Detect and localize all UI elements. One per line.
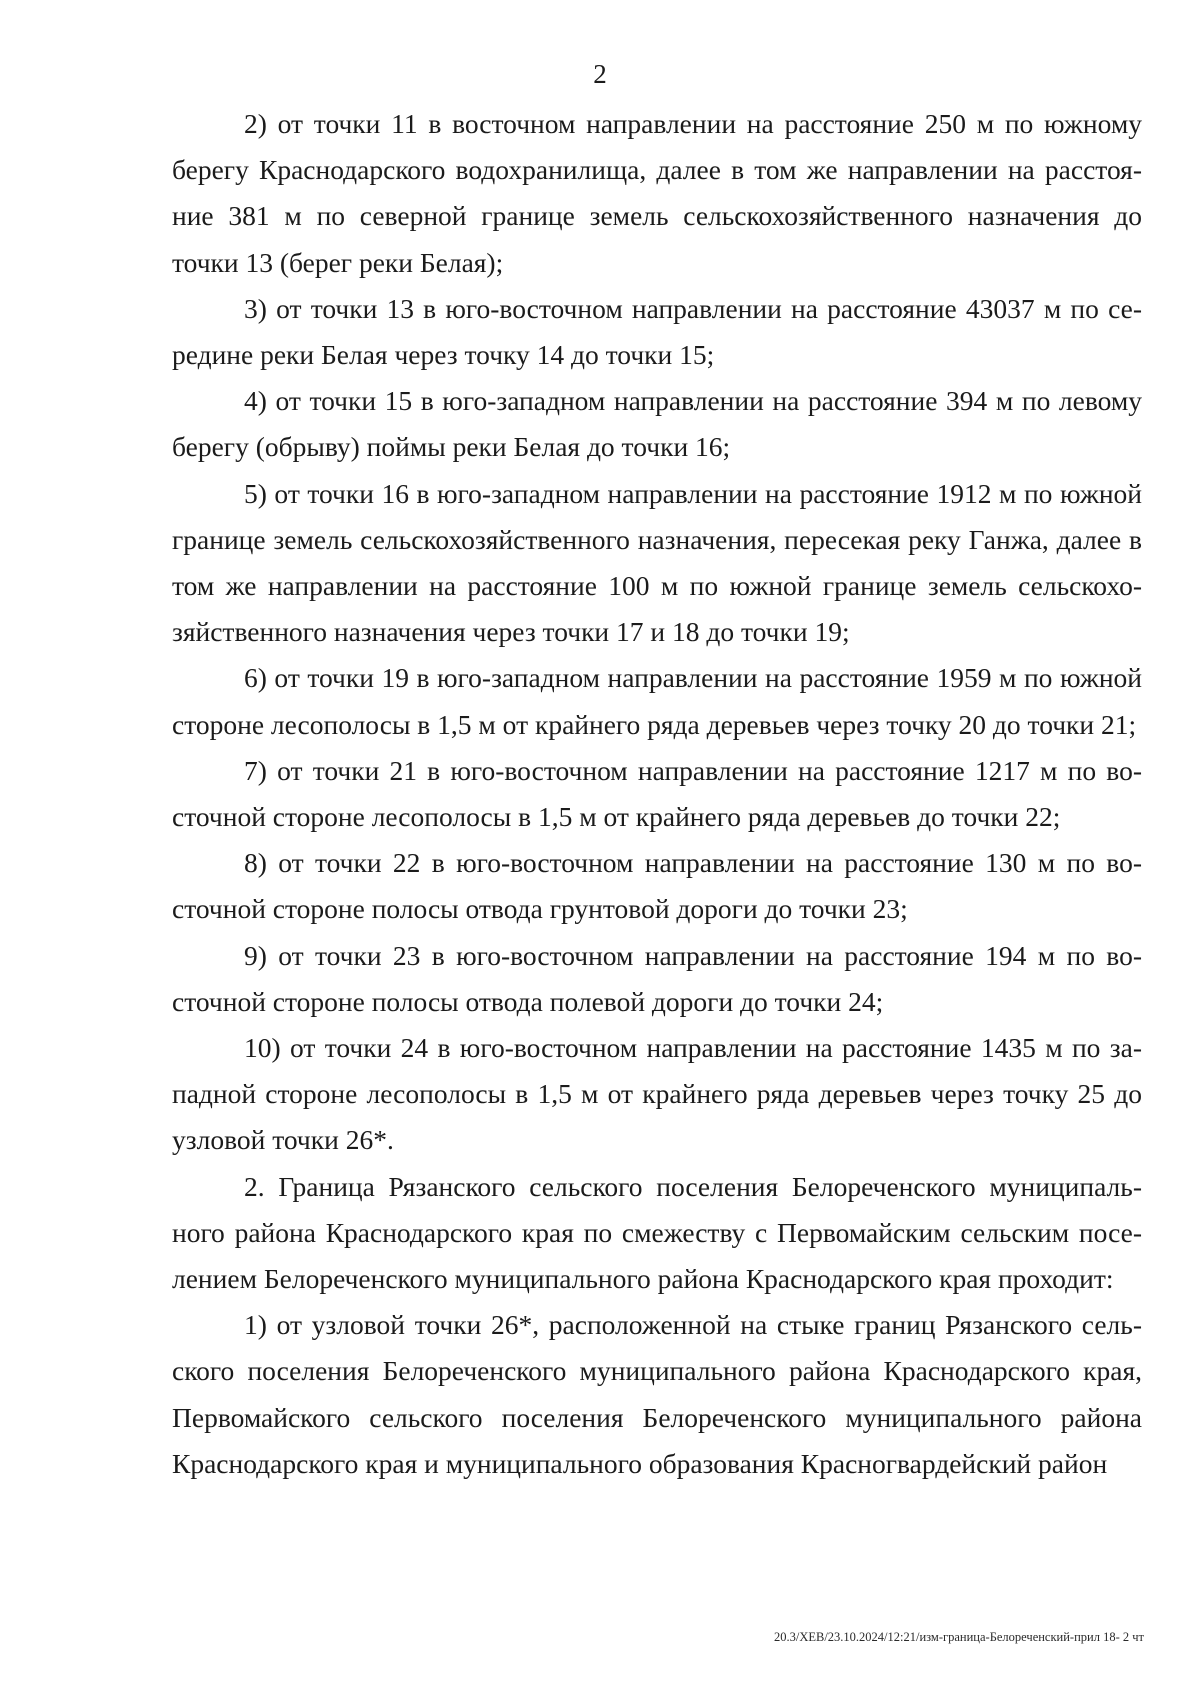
- paragraph: 3) от точки 13 в юго-восточном направлении на расстояние 43037 м по середине реки Белая через точку 14 до точки 15;: [172, 292, 1142, 371]
- paragraph: 9) от точки 23 в юго-восточном направлении на расстояние 194 м по восточной стороне полосы отвода полевой дороги до точки 24;: [172, 939, 1142, 1017]
- paragraph: 2. Граница Рязанского сельского поселения Белореченского муниципального района Краснодарского края по смежеству с Первомайским сельским поселением Белореченского муниципального района Краснодарского края проходит:: [172, 1170, 1142, 1295]
- document-body: [172, 101, 1142, 1487]
- paragraph: 2) от точки 11 в восточном направлении на расстояние 250 м по южному берегу Краснодарского водохранилища, далее в том же направлении на расстояние 381 м по северной границе земель сельскохозяйственного назначения до точки 13 (берег реки Белая);: [172, 108, 1142, 278]
- page-number: 2: [593, 59, 607, 89]
- paragraph: 6) от точки 19 в юго-западном направлении на расстояние 1959 м по южной стороне лесополосы в 1,5 м от крайнего ряда деревьев через точку 20 до точки 21;: [172, 662, 1142, 740]
- paragraph: 4) от точки 15 в юго-западном направлении на расстояние 394 м по левому берегу (обрыву) поймы реки Белая до точки 16;: [172, 385, 1142, 463]
- paragraph: 5) от точки 16 в юго-западном направлении на расстояние 1912 м по южной границе земель сельскохозяйственного назначения, пересекая реку Ганжа, далее в том же направлении на расстояние 100 м по южной границе земель сельскохозяйственного назначения через точки 17 и 18 до точки 19;: [172, 477, 1142, 648]
- paragraph: 8) от точки 22 в юго-восточном направлении на расстояние 130 м по восточной стороне полосы отвода грунтовой дороги до точки 23;: [172, 847, 1142, 925]
- document-footer-code: 20.3/ХЕВ/23.10.2024/12:21/изм-граница-Белореченский-прил 18- 2 чт: [773, 1630, 1144, 1644]
- paragraph: 1) от узловой точки 26*, расположенной на стыке границ Рязанского сельского поселения Белореченского муниципального района Краснодарского края, Первомайского сельского поселения Белореченского муниципального района Краснодарского края и муниципального образования Красногвардейский район: [172, 1309, 1142, 1479]
- paragraph: 10) от точки 24 в юго-восточном направлении на расстояние 1435 м по западной стороне лесополосы в 1,5 м от крайнего ряда деревьев через точку 25 до узловой точки 26*.: [172, 1032, 1142, 1156]
- paragraph: 7) от точки 21 в юго-восточном направлении на расстояние 1217 м по восточной стороне лесополосы в 1,5 м от крайнего ряда деревьев до точки 22;: [172, 754, 1142, 833]
